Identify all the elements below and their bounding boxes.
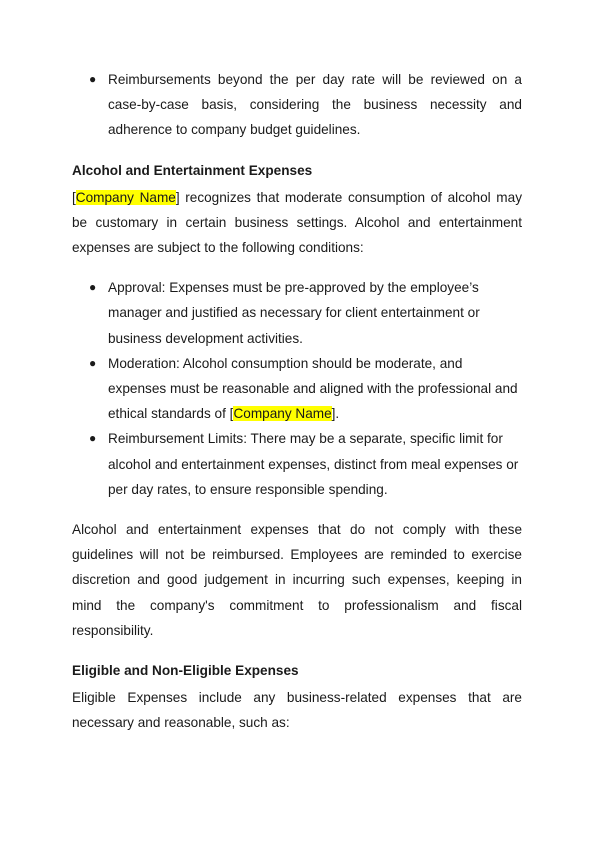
- bullet-icon: ●: [89, 355, 97, 370]
- alcohol-conditions-list: [72, 275, 522, 502]
- bullet-text-reimbursements-beyond: Reimbursements beyond the per day rate will be reviewed on a case-by-case basis, considering the business necessity and adherence to company budget guidelines.: [108, 72, 522, 138]
- bullet-icon: ●: [89, 431, 97, 446]
- list-item: [89, 426, 522, 502]
- alcohol-intro-text: ] recognizes that moderate consumption of alcohol may be customary in certain business settings. Alcohol and entertainment expenses are subject to the following conditions:: [72, 189, 522, 256]
- bullet-icon: ●: [89, 72, 97, 86]
- company-name-placeholder: Company Name: [233, 406, 332, 422]
- document-page: [72, 67, 522, 735]
- condition-reimbursement-limits: Reimbursement Limits: There may be a separate, specific limit for alcohol and entertainment expenses, distinct from meal expenses or per day rates, to ensure responsible spending.: [108, 431, 519, 497]
- list-item: [89, 275, 522, 351]
- condition-approval: Approval: Expenses must be pre-approved by the employee’s manager and justified as necessary for client entertainment or business development activities.: [108, 280, 480, 346]
- bullet-icon: ●: [89, 280, 97, 295]
- moderation-close: ].: [331, 406, 340, 422]
- eligible-section-heading: Eligible and Non-Eligible Expenses: [72, 663, 299, 679]
- condition-moderation: [108, 351, 522, 427]
- list-item: [89, 351, 522, 427]
- company-name-placeholder: Company Name: [75, 189, 176, 205]
- alcohol-intro-paragraph: [72, 185, 522, 261]
- alcohol-section-heading: Alcohol and Entertainment Expenses: [72, 162, 313, 178]
- per-day-rate-bullets: [72, 67, 522, 143]
- list-item: [89, 67, 522, 143]
- alcohol-closing-paragraph: Alcohol and entertainment expenses that do not comply with these guidelines will not be reimbursed. Employees are reminded to exercise discretion and good judgement in incurring such expenses, keeping in mind the company's commitment to professionalism and fiscal responsibility.: [72, 522, 522, 638]
- eligible-intro-paragraph: Eligible Expenses include any business-related expenses that are necessary and reasonable, such as:: [72, 690, 522, 731]
- moderation-text: Moderation: Alcohol consumption should be moderate, and expenses must be reasonable and aligned with the professional and ethical standards of [: [108, 355, 518, 422]
- open-bracket: [: [72, 189, 76, 205]
